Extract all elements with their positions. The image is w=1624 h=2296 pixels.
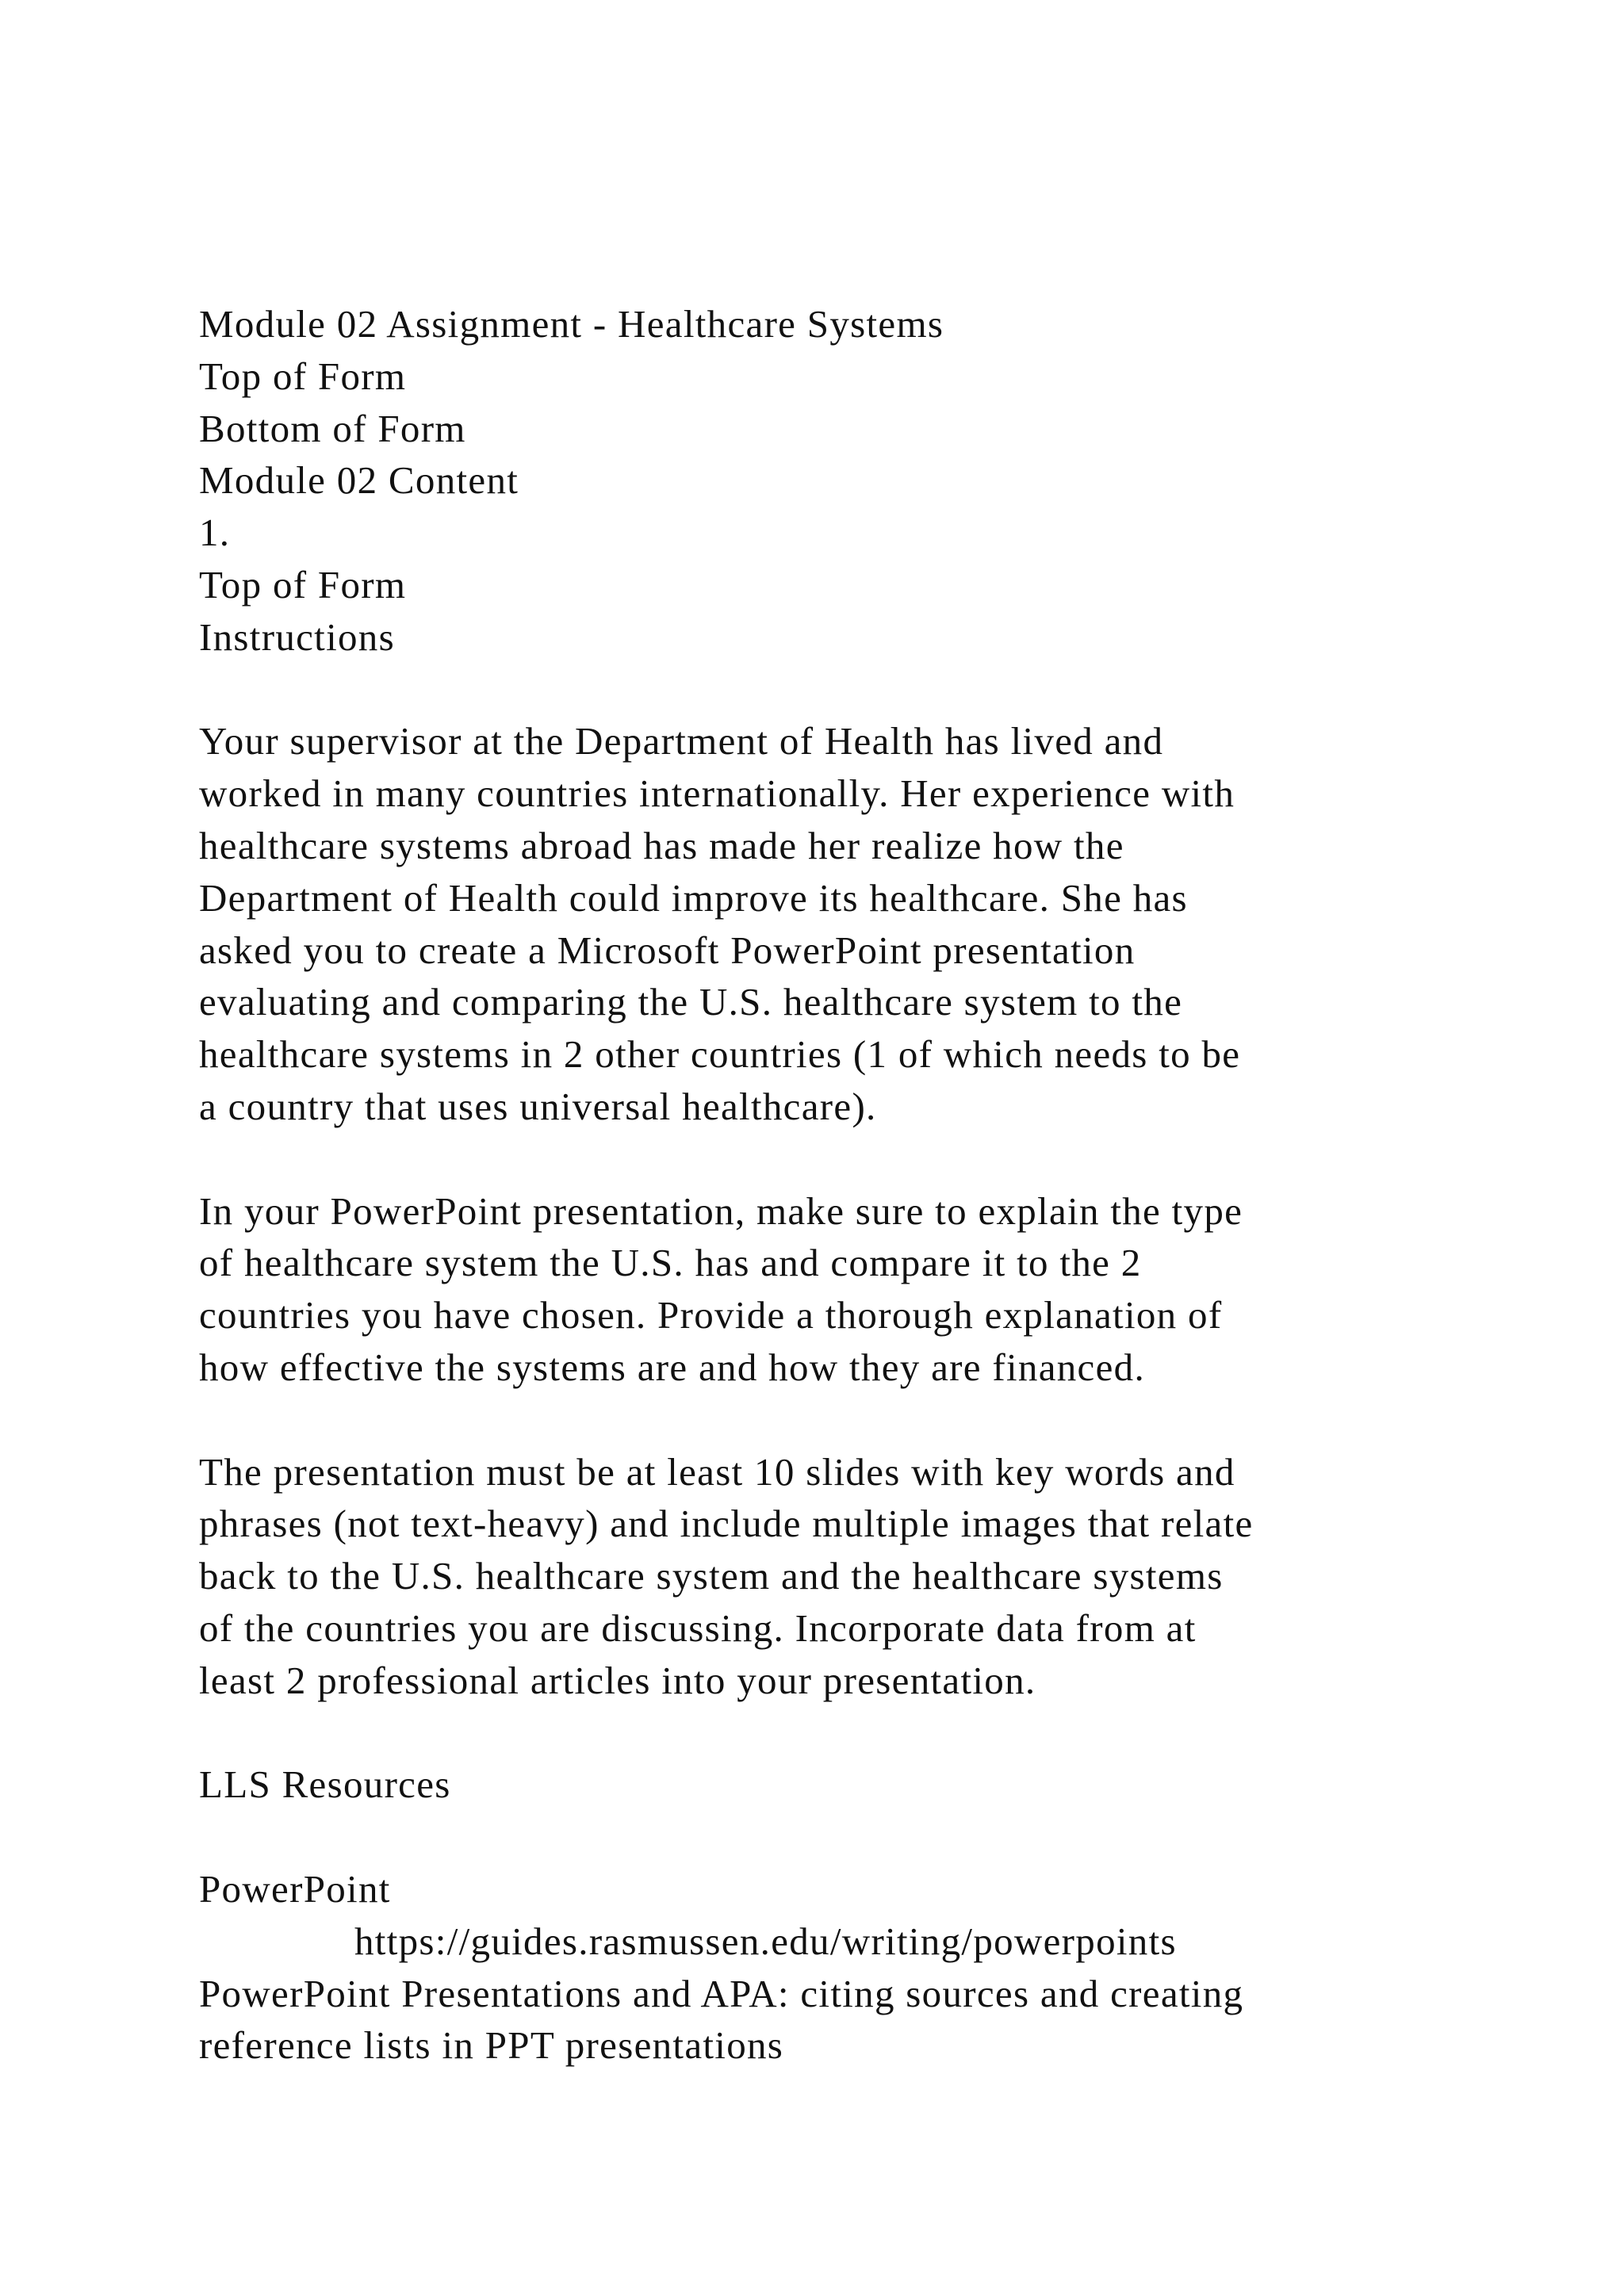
spacer bbox=[199, 1133, 1484, 1185]
paragraph-line: Your supervisor at the Department of Health has lived and bbox=[199, 719, 1164, 763]
paragraph-line: In your PowerPoint presentation, make sure to explain the type bbox=[199, 1188, 1243, 1233]
paragraph-line: phrases (not text-heavy) and include multiple images that relate bbox=[199, 1502, 1254, 1546]
spacer bbox=[199, 1707, 1484, 1759]
bottom-of-form-label: Bottom of Form bbox=[199, 406, 466, 450]
paragraph-line: healthcare systems abroad has made her realize how the bbox=[199, 823, 1124, 867]
resources-heading: LLS Resources bbox=[199, 1762, 451, 1807]
item-number: 1. bbox=[199, 511, 231, 555]
paragraph-line: least 2 professional articles into your presentation. bbox=[199, 1658, 1036, 1702]
paragraph-line: The presentation must be at least 10 slides with key words and bbox=[199, 1449, 1235, 1494]
instructions-heading: Instructions bbox=[199, 614, 395, 659]
powerpoint-label: PowerPoint bbox=[199, 1866, 391, 1911]
spacer bbox=[199, 1394, 1484, 1446]
paragraph-line: how effective the systems are and how they are financed. bbox=[199, 1345, 1146, 1389]
paragraph-line: a country that uses universal healthcare). bbox=[199, 1084, 877, 1128]
instructions-paragraph-3 bbox=[199, 1446, 1484, 1707]
paragraph-line: of healthcare system the U.S. has and compare it to the 2 bbox=[199, 1241, 1142, 1285]
top-of-form-label: Top of Form bbox=[199, 354, 407, 398]
paragraph-line: countries you have chosen. Provide a thorough explanation of bbox=[199, 1293, 1223, 1337]
paragraph-line: Department of Health could improve its healthcare. She has bbox=[199, 875, 1188, 920]
spacer bbox=[199, 1811, 1484, 1863]
paragraph-line: worked in many countries internationally. Her experience with bbox=[199, 771, 1235, 816]
apa-resource-line: PowerPoint Presentations and APA: citing sources and creating bbox=[199, 1971, 1244, 2015]
instructions-paragraph-2 bbox=[199, 1185, 1484, 1394]
instructions-paragraph-1 bbox=[199, 715, 1484, 1132]
assignment-title: Module 02 Assignment - Healthcare Systems bbox=[199, 302, 944, 346]
paragraph-line: back to the U.S. healthcare system and the healthcare systems bbox=[199, 1554, 1224, 1598]
paragraph-line: healthcare systems in 2 other countries (1 of which needs to be bbox=[199, 1032, 1241, 1077]
paragraph-line: evaluating and comparing the U.S. healthcare system to the bbox=[199, 980, 1183, 1024]
spacer bbox=[199, 664, 1484, 716]
apa-resource-line: reference lists in PPT presentations bbox=[199, 2023, 784, 2068]
module-content-heading: Module 02 Content bbox=[199, 458, 519, 503]
paragraph-line: of the countries you are discussing. Incorporate data from at bbox=[199, 1605, 1197, 1650]
document-page bbox=[199, 298, 1484, 2072]
top-of-form-label-2: Top of Form bbox=[199, 562, 407, 607]
paragraph-line: asked you to create a Microsoft PowerPoint presentation bbox=[199, 928, 1136, 972]
powerpoint-guide-link[interactable]: https://guides.rasmussen.edu/writing/powerpoints bbox=[354, 1919, 1177, 1963]
